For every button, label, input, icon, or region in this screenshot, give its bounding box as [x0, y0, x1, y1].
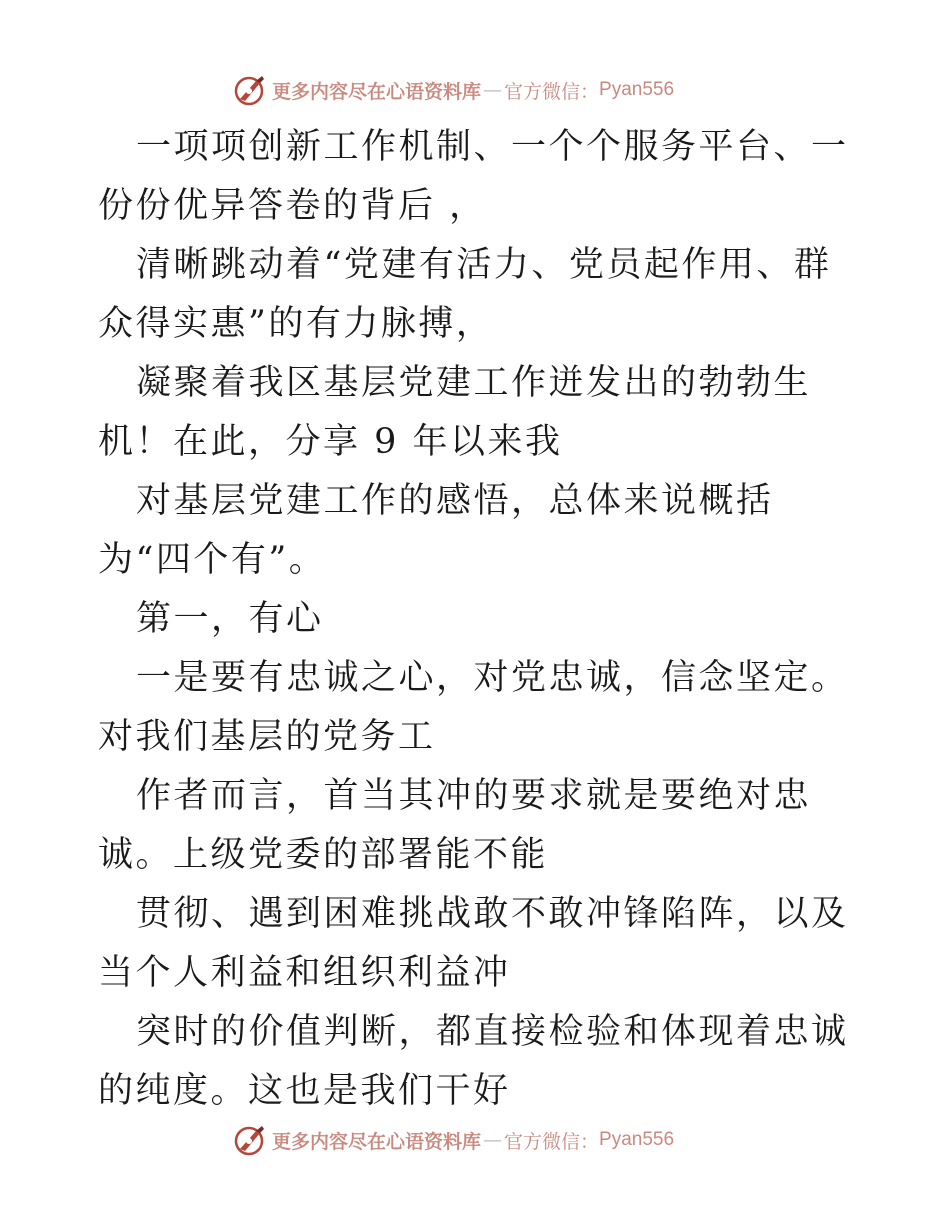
- footer-watermark-banner: [232, 1122, 712, 1158]
- section-heading: 第一，有心: [136, 599, 324, 639]
- paragraph: 对基层党建工作的感悟，总体来说概括为“四个有”。: [98, 481, 774, 580]
- paragraph: 清晰跳动着“党建有活力、党员起作用、群众得实惠”的有力脉搏，: [98, 245, 832, 344]
- pen-circle-logo-icon: [232, 73, 266, 107]
- banner-brand-text: 更多内容尽在心语资料库: [272, 1130, 482, 1153]
- banner-dash: —: [483, 79, 503, 101]
- paragraph: 一是要有忠诚之心，对党忠诚，信念坚定。对我们基层的党务工: [98, 658, 849, 757]
- paragraph: 一项项创新工作机制、一个个服务平台、一份份优异答卷的背后 ，: [98, 127, 849, 226]
- banner-dash: —: [483, 1129, 503, 1151]
- banner-wechat-id: Pyan556: [599, 1129, 675, 1150]
- banner-wechat-label: 官方微信：: [504, 1130, 600, 1153]
- paragraph: 贯彻、遇到困难挑战敢不敢冲锋陷阵，以及当个人利益和组织利益冲: [98, 894, 849, 993]
- banner-wechat-label: 官方微信：: [504, 80, 600, 103]
- banner-wechat-id: Pyan556: [599, 79, 675, 100]
- banner-brand-text: 更多内容尽在心语资料库: [272, 80, 482, 103]
- header-watermark-banner: [232, 72, 712, 108]
- paragraph: 突时的价值判断，都直接检验和体现着忠诚的纯度。这也是我们干好: [98, 1012, 849, 1111]
- pen-circle-logo-icon: [232, 1123, 266, 1157]
- document-body: [98, 118, 858, 1121]
- paragraph: 凝聚着我区基层党建工作迸发出的勃勃生机！在此，分享 9 年以来我: [98, 363, 812, 462]
- paragraph: 作者而言，首当其冲的要求就是要绝对忠诚。上级党委的部署能不能: [98, 776, 812, 875]
